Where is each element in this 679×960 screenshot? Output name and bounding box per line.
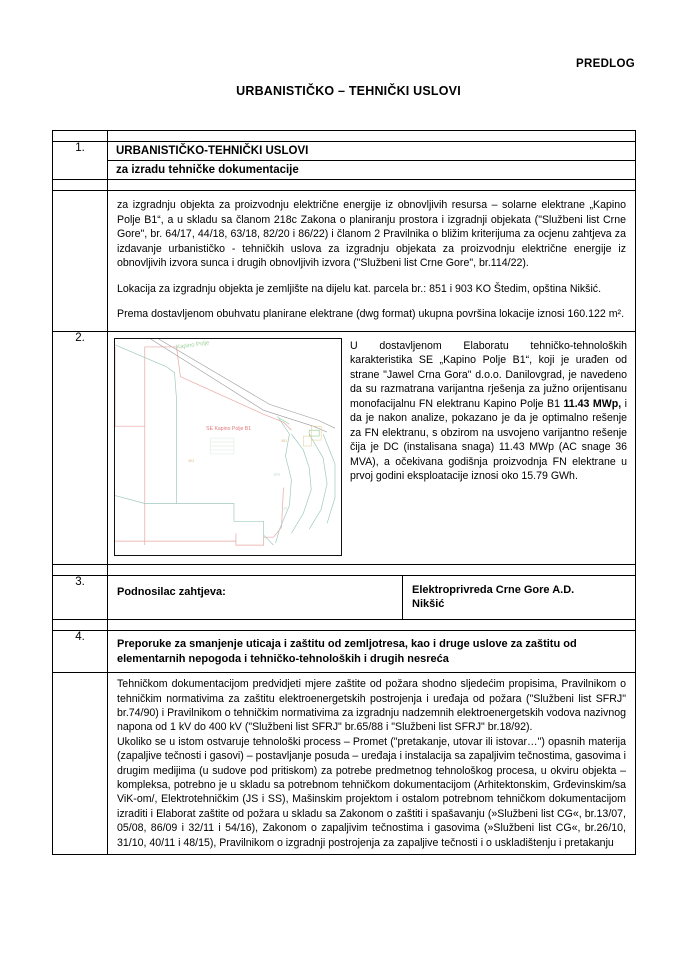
- table-row-1: [53, 142, 636, 180]
- row-1-heading-sub: za izradu tehničke dokumentacije: [116, 164, 299, 176]
- row-4-content-number: [53, 673, 108, 855]
- podnosilac-label: Podnosilac zahtjeva:: [108, 576, 403, 620]
- row-podnosilac-body: [108, 575, 636, 620]
- map-and-text-split: [108, 332, 635, 564]
- intro-paragraph-1: za izgradnju objekta za proizvodnju električne energije iz obnovljivih resursa – solarne elektrane „Kapino Polje B1“, a u skladu sa članom 218c Zakona o planiranju prostora i izgradnji objekata ("Službeni list Crne Gore", br. 64/17, 44/18, 63/18, 82/20 i 86/22) i članom 2 Pravilnika o bližim kriterijuma za ocjenu zahtjeva za izdavanje urbanističko - tehničkih uslova za izgradnju objekata za proizvodnju električne energije iz obnovljivih izvora sunca i drugih obnovljivih izvora ("Službeni list Crne Gore", br.114/22).: [117, 199, 626, 269]
- row-4-content-body: [108, 673, 636, 855]
- elaborat-text-part-2: i da je nakon analize, pokazano je da je optimalno rešenje za FN elektranu, s obzirom na usvojeno varijantno rešenje čija je DC (instalisana snaga) 11.43 MWp (AC snage 36 MVA), a očekivana godišnja proizvodnja FN elektrane u prvoj godini eksploatacije iznosi oko 15.79 GWh.: [350, 397, 627, 482]
- map-label-area: Kapino Polje: [175, 339, 210, 351]
- spacer-num-cell: [53, 131, 108, 142]
- table-row-4-content: [53, 673, 636, 855]
- table-spacer-row-mid-3: [53, 620, 636, 631]
- header-predlog: PREDLOG: [576, 58, 635, 70]
- table-spacer-row-mid-2: [53, 564, 636, 575]
- map-parcel-number-3: Zeta: [273, 472, 280, 477]
- podnosilac-value-line-2: Nikšić: [412, 597, 445, 610]
- map-label-site: SE Kapino Polje B1: [206, 425, 252, 432]
- map-parcel-boundaries: [115, 346, 291, 544]
- intro-paragraph-block: [108, 191, 635, 331]
- spacer-body-cell: [108, 564, 636, 575]
- map-green-marks: [280, 418, 320, 436]
- table-row-3-map: [53, 331, 636, 564]
- row-1-heading-main: URBANISTIČKO-TEHNIČKI USLOVI: [108, 142, 635, 161]
- zastita-paragraph-block: [108, 673, 635, 854]
- map-drawing: [115, 339, 341, 555]
- row-2-body: [108, 191, 636, 332]
- row-4-body: [108, 631, 636, 673]
- spacer-num-cell: [53, 564, 108, 575]
- spacer-body-cell: [108, 131, 636, 142]
- cadastral-map-image: [114, 338, 342, 556]
- row-podnosilac-number: 3.: [53, 575, 108, 620]
- row-4-heading-text: Preporuke za smanjenje uticaja i zaštitu od zemljotresa, kao i druge uslove za zaštitu od elementarnih nepogoda i tehničko-tehnoloških i drugih nesreća: [117, 638, 577, 665]
- spacer-num-cell: [53, 180, 108, 191]
- podnosilac-value: [403, 576, 635, 620]
- intro-paragraph-2: Lokacija za izgradnju objekta je zemljište na dijelu kat. parcela br.: 851 i 903 KO Štedim, opština Nikšić.: [117, 282, 602, 295]
- row-3-body: [108, 331, 636, 564]
- row-4-number: 4.: [53, 631, 108, 673]
- table-spacer-row-mid-1: [53, 180, 636, 191]
- elaborat-text-part-1: U dostavljenom Elaboratu tehničko-tehnoloških karakteristika SE „Kapino Polje B1“, koji je urađen od strane "Jawel Crna Gora" d.o.o. Danilovgrad, je navedeno da su razmatrana varijantna rješenja za južno orijentisanu monofacijalnu FN elektranu Kapino Polje B1: [350, 339, 627, 410]
- spacer-num-cell: [53, 620, 108, 631]
- map-road-lines: [151, 339, 335, 432]
- table-row-4-heading: [53, 631, 636, 673]
- zastita-paragraph-2: Ukoliko se u istom ostvaruje tehnološki process – Promet ("pretakanje, utovar ili istovar…") opasnih materija (zapaljive tečnosti i gasovi) – postavljanje posuda – uređaja i instalacija sa zapaljivim tečnostima, gasovima i drugim medijima (u sudove pod pritiskom) za potrebe predmetnog tehnološkog procesa, u okviru objekta – kompleksa, potrebno je u skladu sa potrebnom tehničkom dokumentacijom (Arhitektonskim, Grđevinskim/sa ViK-om/, Elektrotehničkim (JS i SS), Mašinskim projektom i ostalom potrebnom tehničkom dokumentacijom izraditi i Elaborat zaštite od požara u skladu sa Zakonom o zaštiti i spašavanju (»Službeni list CG«, br.13/07, 05/08, 86/09 i 32/11 i 54/16), Zakonom o zapaljivim tečnostima i gasovima (»Službeni list CG«, br.26/10, 31/10, 40/11 i 48/15), Pravilnikom o izgradnji postrojenja za zapaljive tečnosti i o uskladištenju i pretakanju: [117, 735, 626, 849]
- podnosilac-value-line-1: Elektroprivreda Crne Gore A.D.: [412, 583, 575, 596]
- podnosilac-split: [108, 576, 635, 620]
- row-1-number: 1.: [53, 142, 108, 180]
- zastita-paragraph-1: Tehničkom dokumentacijom predvidjeti mjere zaštite od požara shodno sljedećim propisima, Pravilnikom o tehničkim normativima za zaštitu elektroenergetskih postrojenja i uređaja od požara ("Službeni list SFRJ" br.74/90) i Pravilnikom o tehničkim normativima za izgradnju nadzemnih elektroenergetskih vodova nazivnog napona od 1 kV do 400 kV ("Službeni list SFRJ" br.65/88 i "Službeni list SFRJ" br.18/92).: [117, 678, 626, 734]
- table-row-2-paragraphs: [53, 191, 636, 332]
- map-contour-lines: [115, 344, 335, 544]
- map-hatched-area: [210, 438, 234, 454]
- map-parcel-number-4: 214: [281, 505, 287, 510]
- table-row-podnosilac: [53, 575, 636, 620]
- elaborat-description: [350, 338, 627, 484]
- row-1-body: [108, 142, 636, 180]
- spacer-body-cell: [108, 180, 636, 191]
- map-parcel-number-2: 851: [281, 438, 288, 443]
- row-3-number: 2.: [53, 331, 108, 564]
- row-2-number: [53, 191, 108, 332]
- elaborat-power-value: 11.43 MWp,: [563, 397, 622, 410]
- uslovi-table: [52, 130, 636, 855]
- intro-paragraph-3: Prema dostavljenom obuhvatu planirane elektrane (dwg format) ukupna površina lokacije iznosi 160.122 m².: [117, 308, 625, 320]
- page-title: URBANISTIČKO – TEHNIČKI USLOVI: [236, 84, 461, 98]
- spacer-body-cell: [108, 620, 636, 631]
- table-spacer-row-top: [53, 131, 636, 142]
- map-parcel-number-1: 903: [188, 458, 194, 463]
